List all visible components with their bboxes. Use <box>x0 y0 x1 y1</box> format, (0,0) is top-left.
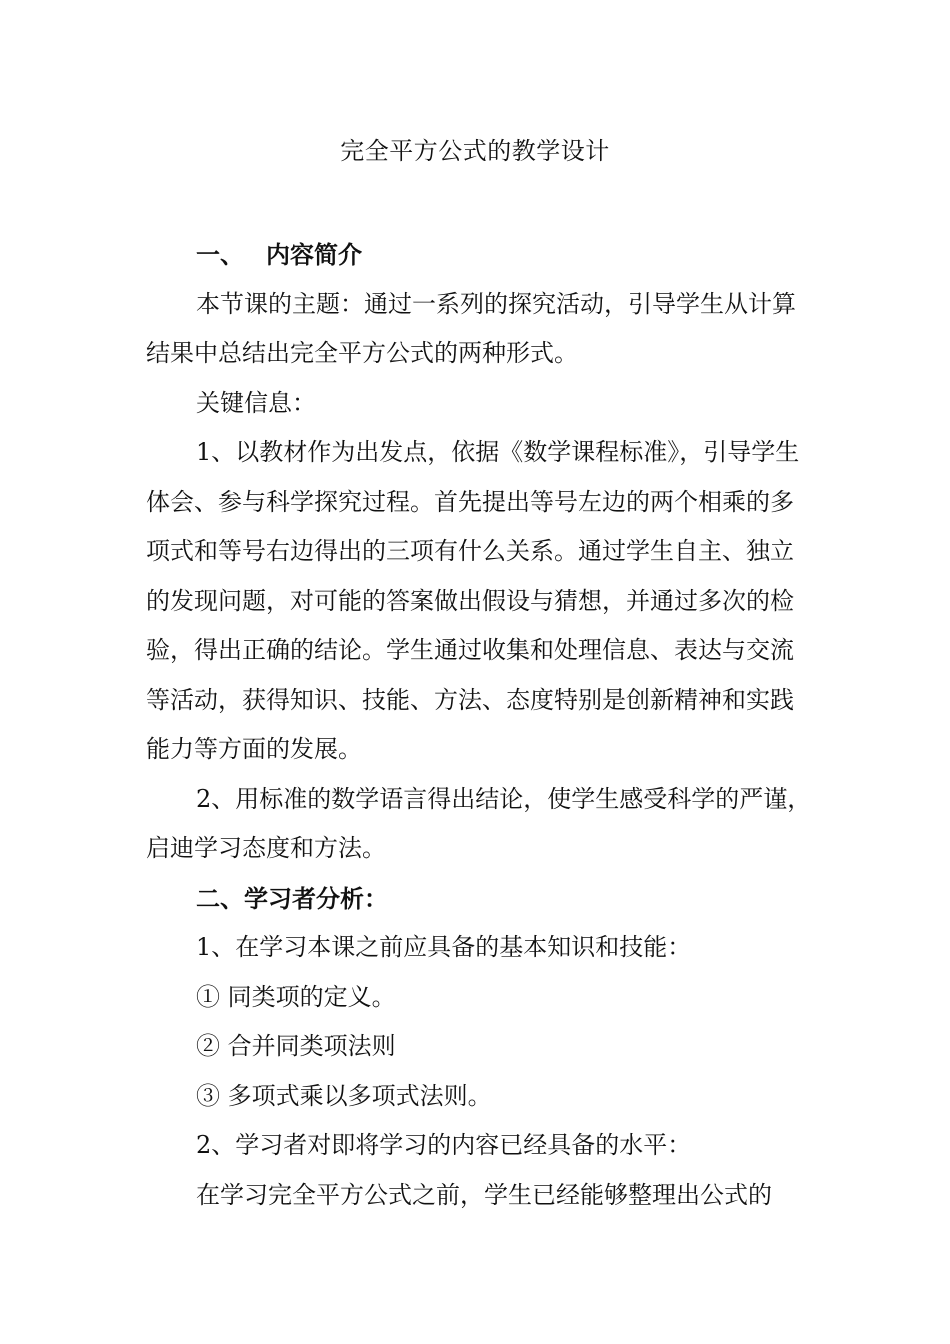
paragraph-item-1: 1、在学习本课之前应具备的基本知识和技能： <box>196 933 692 961</box>
paragraph-item-2: 2、学习者对即将学习的内容已经具备的水平： <box>196 1131 692 1159</box>
section-number: 一、 <box>196 240 244 269</box>
paragraph-key-label: 关键信息： <box>196 388 316 417</box>
paragraph-point-2: 2、用标准的数学语言得出结论，使学生感受科学的严谨，启迪学习态度和方法。 <box>146 784 812 862</box>
section-title: 内容简介 <box>266 240 362 269</box>
list-item-1: ① 同类项的定义。 <box>196 982 396 1011</box>
document-title: 完全平方公式的教学设计 <box>340 137 610 165</box>
list-item-2: ② 合并同类项法则 <box>196 1032 396 1060</box>
section-heading-learner: 二、学习者分析： <box>196 883 388 913</box>
paragraph-item-2-text: 在学习完全平方公式之前，学生已经能够整理出公式的 <box>196 1180 772 1209</box>
paragraph-point-1: 1、以教材作为出发点，依据《数学课程标准》，引导学生体会、参与科学探究过程。首先提出等号左边的两个相乘的多项式和等号右边得出的三项有什么关系。通过学生自主、独立的发现问题，对可能的答案做出假设与猜想，并通过多次的检验，得出正确的结论。学生通过收集和处理信息、表达与交流等活动，获得知识、技能、方法、态度特别是创新精神和实践能力等方面的发展。 <box>146 438 800 763</box>
list-item-3: ③ 多项式乘以多项式法则。 <box>196 1081 492 1110</box>
paragraph-topic: 本节课的主题：通过一系列的探究活动，引导学生从计算结果中总结出完全平方公式的两种形式。 <box>146 289 796 367</box>
section-heading-intro <box>146 230 816 280</box>
document-body <box>146 230 816 1220</box>
